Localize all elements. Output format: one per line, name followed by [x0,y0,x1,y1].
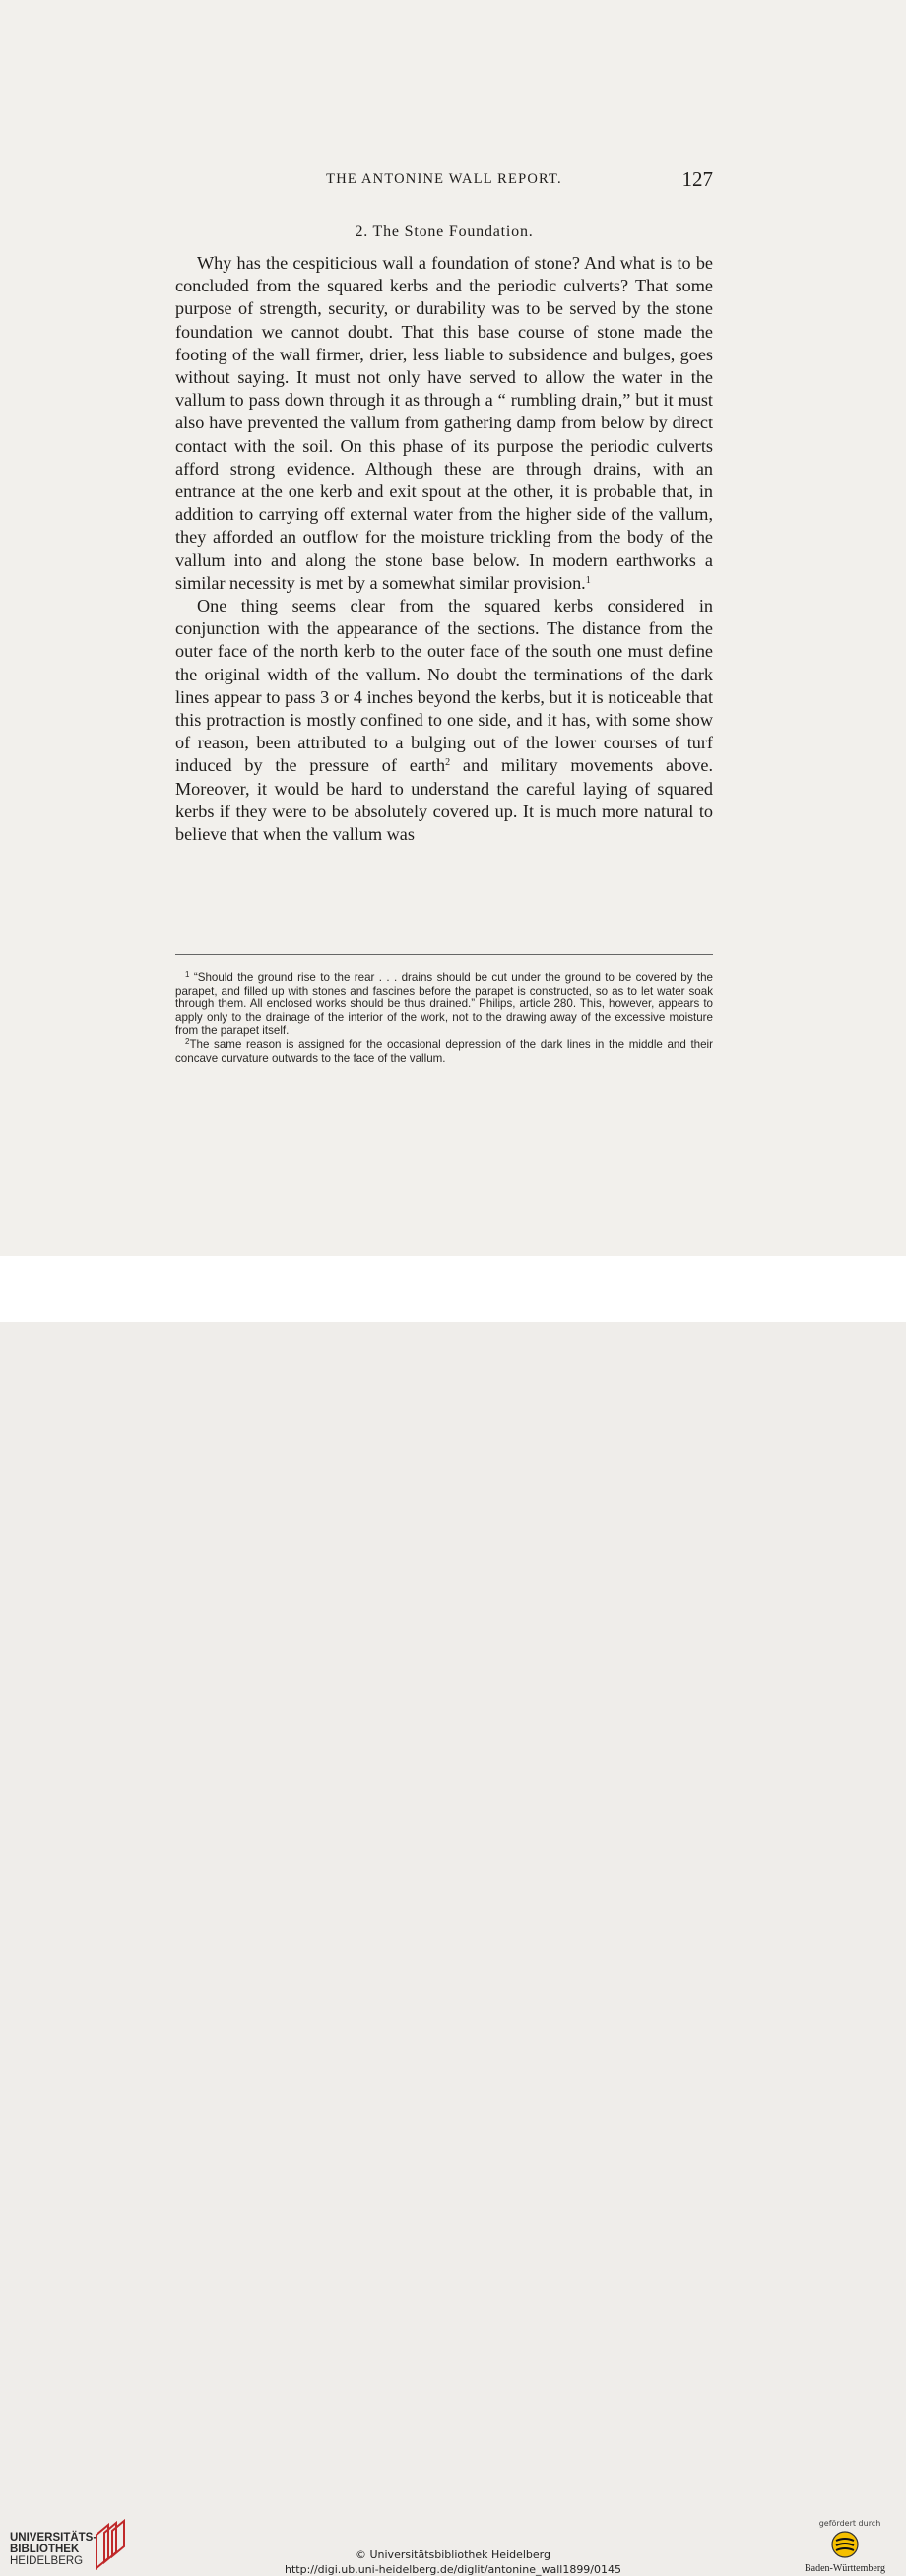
footnote-marker: 1 [185,970,190,979]
footnote-divider [175,954,713,955]
footnote-text: “Should the ground rise to the rear . . . drains should be cut under the ground to be covered by the parapet, and filled up with stones and fascines before the parapet is constructed, so as to let water soak through them. All enclosed works should be thus drained.” Philips, article 280. This, however, appears to apply only to the drainage of the interior of the work, not to the drawing away of the excessive moisture from the parapet itself. [175,971,713,1038]
footnote-ref[interactable]: 1 [585,574,591,586]
footnote-text: The same reason is assigned for the occasional depression of the dark lines in the middle and their concave curvature outwards to the face of the vallum. [175,1037,713,1064]
scanned-page [0,0,906,1256]
funder-name: Baden-Württemberg [804,2563,885,2574]
paragraph [175,595,713,846]
copyright-notice: © Universitätsbibliothek Heidelberg [355,2548,550,2561]
running-title: THE ANTONINE WALL REPORT. [326,171,562,187]
footnotes [175,971,713,1064]
footnote-marker: 2 [185,1036,190,1046]
library-name-line: UNIVERSITÄTS- [10,2532,97,2544]
footnote [175,971,713,1038]
footnote [175,1038,713,1064]
paragraph-text: One thing seems clear from the squared kerbs considered in conjunction with the appearance of the sections. The distance from the outer face of the north kerb to the outer face of the south one must define the original width of the vallum. No doubt the terminations of the dark lines appear to pass 3 or 4 inches beyond the kerbs, but it is noticeable that this protraction is mostly confined to one side, and it has, with some show of reason, been attributed to a bulging out of the lower courses of turf induced by the pressure of earth [175,596,713,776]
body-text [175,252,713,846]
viewer-footer [0,1256,906,2576]
page-number: 127 [681,167,713,191]
footnote-ref[interactable]: 2 [445,757,451,769]
permalink[interactable]: http://digi.ub.uni-heidelberg.de/diglit/antonine_wall1899/0145 [284,2563,622,2576]
paragraph [175,252,713,595]
funding-label: gefördert durch [818,2519,881,2528]
paragraph-text: and military movements above. Moreover, it would be hard to understand the careful laying of squared kerbs if they were to be absolutely covered up. It is much more natural to believe that when the vallum was [175,755,713,845]
section-title: 2. The Stone Foundation. [355,224,534,240]
library-name-line: HEIDELBERG [10,2555,84,2567]
coat-of-arms-icon [830,2530,860,2563]
library-name-line: BIBLIOTHEK [10,2544,80,2555]
paragraph-text: Why has the cespiticious wall a foundation of stone? And what is to be concluded from the squared kerbs and the periodic culverts? That some purpose of strength, security, or durability was to be served by the stone foundation we cannot doubt. That this base course of stone made the footing of the wall firmer, drier, less liable to subsidence and bulges, goes without saying. It must not only have served to allow the water in the vallum to pass down through it as through a “ rumbling drain,” but it must also have prevented the vallum from gathering damp from below by direct contact with the soil. On this phase of its purpose the periodic culverts afford strong evidence. Although these are through drains, with an entrance at the one kerb and exit spout at the other, it is probable that, in addition to carrying off external water from the higher side of the vallum, they afforded an outflow for the moisture trickling from the body of the vallum into and along the stone base below. In modern earthworks a similar necessity is met by a somewhat similar provision. [175,253,713,593]
running-head [175,167,713,191]
